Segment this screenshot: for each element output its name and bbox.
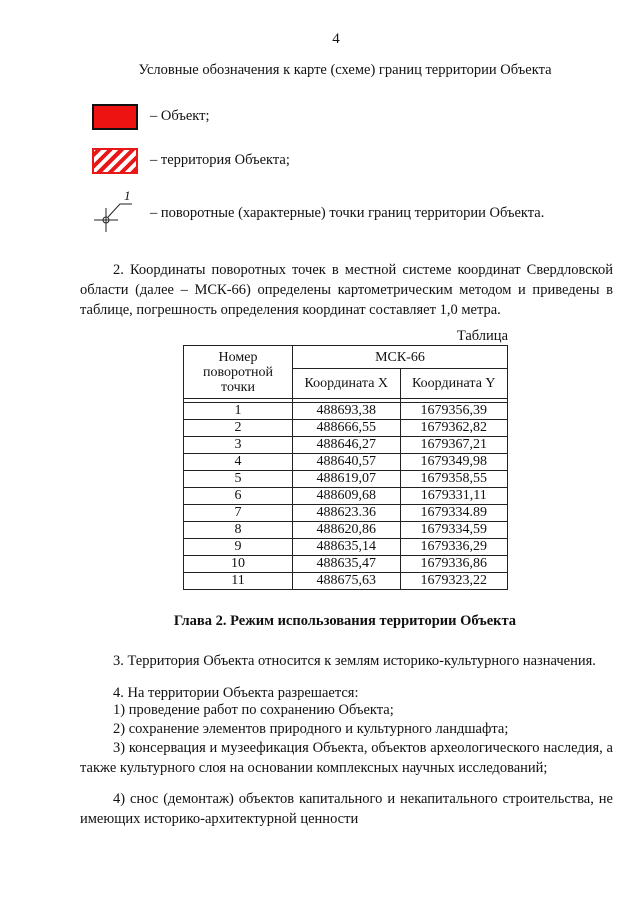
cell-point-number: 1: [184, 403, 293, 420]
cell-point-number: 4: [184, 454, 293, 471]
paragraph-3: 3. Территория Объекта относится к землям историко-культурного назначения.: [113, 653, 596, 669]
table-row: [184, 539, 508, 556]
cell-coord-x: 488619,07: [293, 471, 401, 488]
table-row: [184, 556, 508, 573]
coordinates-table: [183, 345, 508, 590]
header-point-number: Номер поворотной точки: [184, 346, 293, 399]
cell-point-number: 7: [184, 505, 293, 522]
table-row: [184, 437, 508, 454]
cell-point-number: 10: [184, 556, 293, 573]
table-row: [184, 522, 508, 539]
cell-coord-y: 1679336,86: [400, 556, 508, 573]
table-row: [184, 505, 508, 522]
cell-coord-x: 488666,55: [293, 420, 401, 437]
table-row: [184, 403, 508, 420]
cell-coord-y: 1679334.89: [400, 505, 508, 522]
legend-label-object: – Объект;: [150, 108, 210, 124]
item-3: 3) консервация и музеефикация Объекта, объектов археологического наследия, а также культурного слоя на основании комплексных научных исследований;: [80, 740, 613, 776]
cell-coord-x: 488620,86: [293, 522, 401, 539]
cell-coord-x: 488635,14: [293, 539, 401, 556]
cell-coord-x: 488675,63: [293, 573, 401, 590]
cell-coord-y: 1679358,55: [400, 471, 508, 488]
header-coordinate-system: МСК-66: [293, 346, 508, 369]
cell-coord-y: 1679323,22: [400, 573, 508, 590]
cell-point-number: 8: [184, 522, 293, 539]
legend-item-turning-points: [80, 184, 640, 240]
cell-coord-x: 488609,68: [293, 488, 401, 505]
legend-item-object: [80, 100, 580, 140]
table-row: [184, 454, 508, 471]
table-row: [184, 573, 508, 590]
section-2-paragraph: 2. Координаты поворотных точек в местной системе координат Свердловской области (далее – МСК-66) определены картометрическим методом и приведены в таблице, погрешность определения координат составляет 1,0 метра.: [80, 262, 613, 318]
cell-coord-y: 1679362,82: [400, 420, 508, 437]
cell-coord-x: 488640,57: [293, 454, 401, 471]
cell-coord-y: 1679367,21: [400, 437, 508, 454]
legend-title: Условные обозначения к карте (схеме) границ территории Объекта: [138, 62, 552, 78]
cell-coord-x: 488693,38: [293, 403, 401, 420]
cell-point-number: 3: [184, 437, 293, 454]
cell-coord-y: 1679349,98: [400, 454, 508, 471]
legend-label-territory: – территория Объекта;: [150, 152, 290, 168]
table-row: [184, 488, 508, 505]
header-coord-y: Координата Y: [400, 369, 508, 399]
cell-coord-y: 1679331,11: [400, 488, 508, 505]
table-caption: Таблица: [456, 328, 508, 344]
cell-coord-x: 488635,47: [293, 556, 401, 573]
legend-label-turning-points: – поворотные (характерные) точки границ территории Объекта.: [150, 205, 545, 221]
item-1: 1) проведение работ по сохранению Объекта;: [113, 702, 394, 718]
paragraph-4: 4. На территории Объекта разрешается:: [113, 685, 359, 701]
legend-item-territory: [80, 144, 580, 184]
chapter-2-title: Глава 2. Режим использования территории Объекта: [173, 613, 517, 629]
cell-point-number: 6: [184, 488, 293, 505]
cell-coord-y: 1679356,39: [400, 403, 508, 420]
cell-point-number: 11: [184, 573, 293, 590]
object-symbol-icon: [92, 104, 138, 130]
cell-coord-x: 488623.36: [293, 505, 401, 522]
table-row: [184, 420, 508, 437]
page-number: 4: [332, 31, 340, 47]
marker-number: 1: [124, 188, 131, 203]
header-coord-x: Координата X: [293, 369, 401, 399]
cell-point-number: 5: [184, 471, 293, 488]
territory-hatch-icon: [92, 148, 138, 174]
item-4: 4) снос (демонтаж) объектов капитального и некапитального строительства, не имеющих историко-архитектурной ценности: [80, 791, 613, 827]
cell-point-number: 2: [184, 420, 293, 437]
turning-point-marker-icon: [86, 184, 146, 240]
cell-coord-y: 1679336,29: [400, 539, 508, 556]
cell-coord-x: 488646,27: [293, 437, 401, 454]
cell-coord-y: 1679334,59: [400, 522, 508, 539]
cell-point-number: 9: [184, 539, 293, 556]
table-row: [184, 471, 508, 488]
item-2: 2) сохранение элементов природного и культурного ландшафта;: [113, 721, 509, 737]
